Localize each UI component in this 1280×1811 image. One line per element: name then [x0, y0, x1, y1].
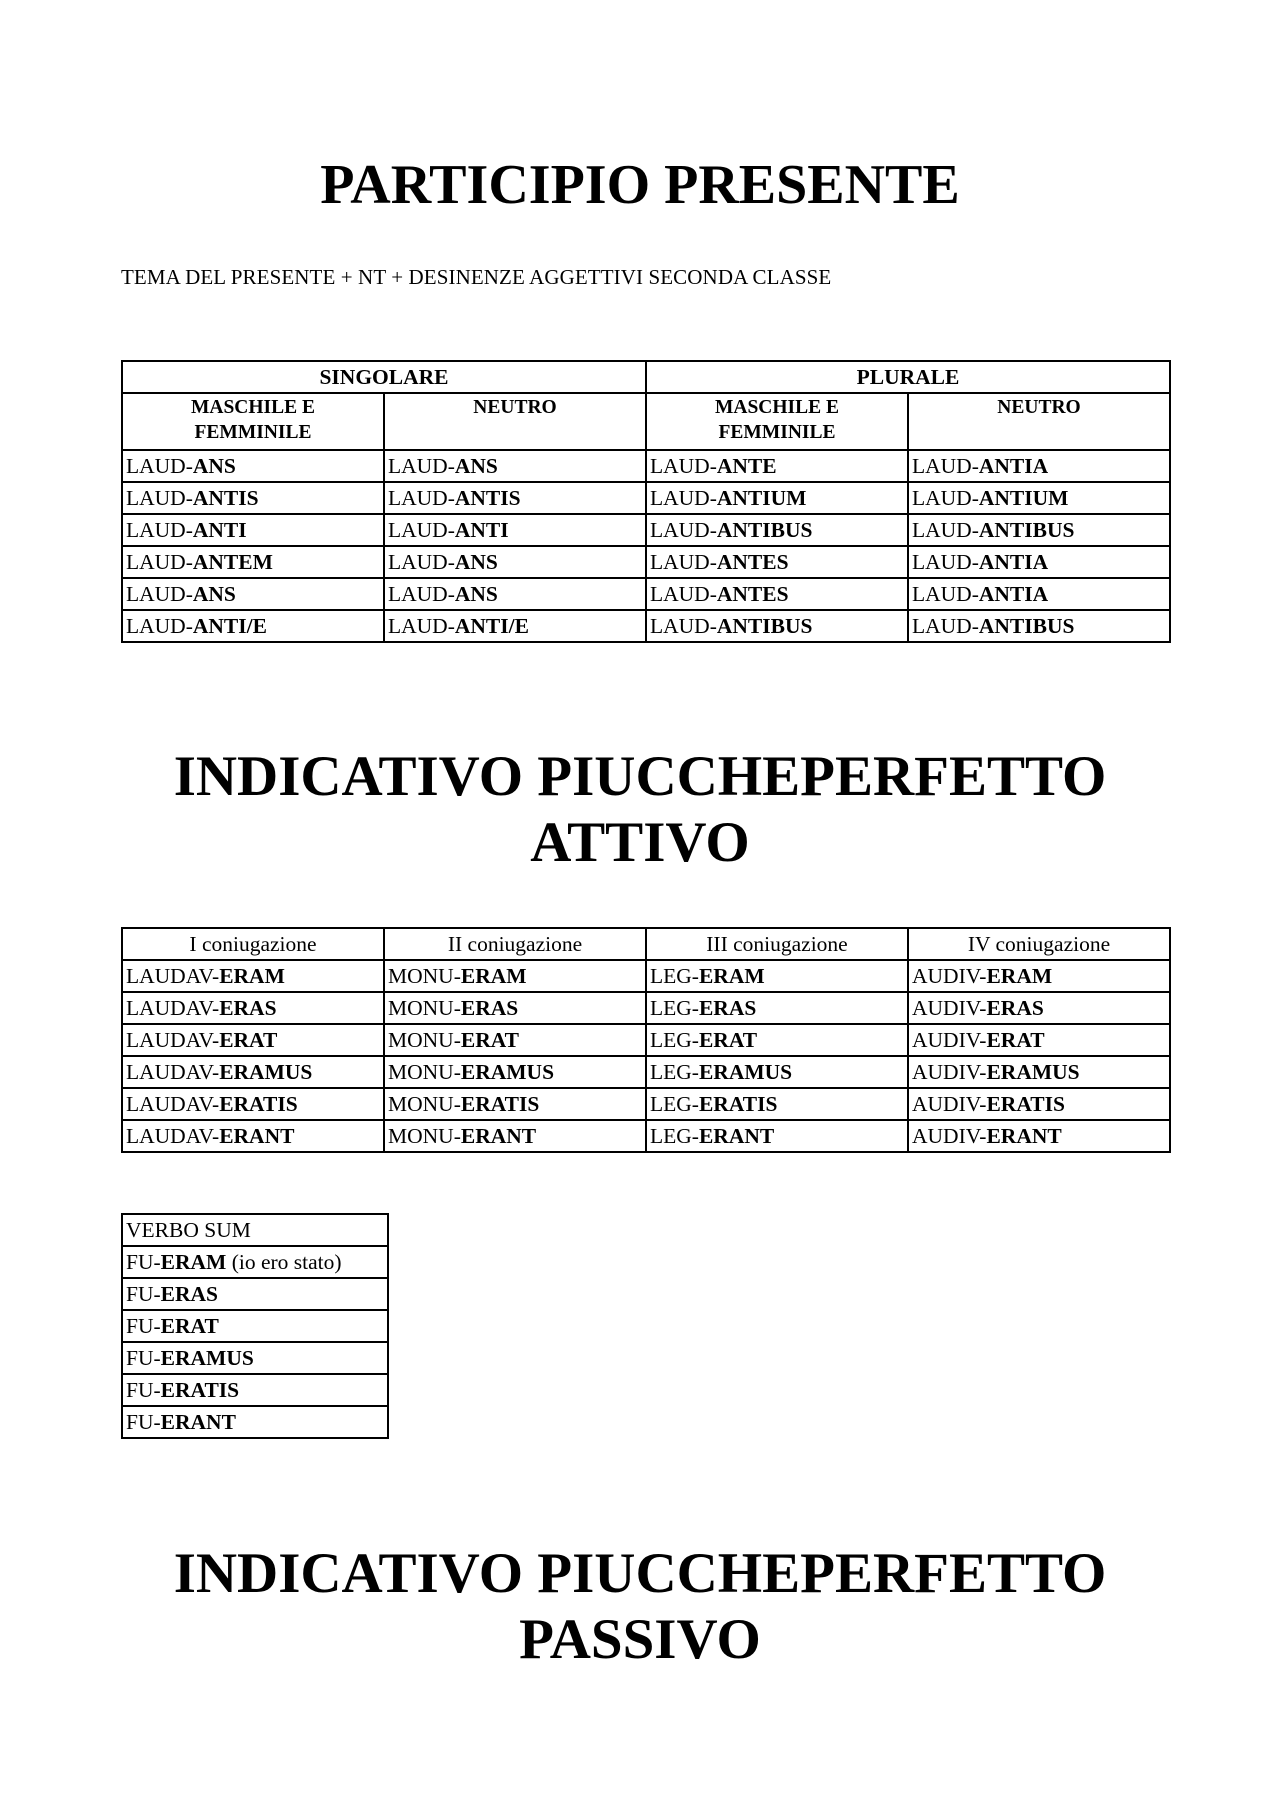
- table-cell: MONU-ERAT: [384, 1024, 646, 1056]
- table-cell: MONU-ERAM: [384, 960, 646, 992]
- table-cell: LAUD-ANTIS: [122, 482, 384, 514]
- table-cell: LEG-ERANT: [646, 1120, 908, 1152]
- table-cell: LAUD-ANS: [122, 450, 384, 482]
- table-row: [122, 1120, 1170, 1152]
- header-iv-coniugazione: IV coniugazione: [908, 928, 1170, 960]
- table-row: [122, 960, 1170, 992]
- table-cell: LEG-ERAM: [646, 960, 908, 992]
- table-row: [122, 1374, 388, 1406]
- table-cell: LAUD-ANTIBUS: [646, 610, 908, 642]
- header-verbo-sum: VERBO SUM: [122, 1214, 388, 1246]
- formula-text: TEMA DEL PRESENTE + NT + DESINENZE AGGETTIVI SECONDA CLASSE: [121, 265, 832, 289]
- subheader-neutro-sing: NEUTRO: [384, 393, 646, 450]
- table-cell: LAUD-ANS: [384, 578, 646, 610]
- table-cell: LAUDAV-ERAMUS: [122, 1056, 384, 1088]
- table-cell: LAUD-ANS: [122, 578, 384, 610]
- table-cell: AUDIV-ERAT: [908, 1024, 1170, 1056]
- table-cell: FU-ERAT: [122, 1310, 388, 1342]
- table-cell: MONU-ERATIS: [384, 1088, 646, 1120]
- table-row: [122, 992, 1170, 1024]
- subheader-neutro-plur: NEUTRO: [908, 393, 1170, 450]
- table-cell: LAUD-ANTEM: [122, 546, 384, 578]
- subheader-maschile-femminile-plur: MASCHILE E FEMMINILE: [646, 393, 908, 450]
- table-cell: LAUD-ANS: [384, 450, 646, 482]
- table-row: [122, 450, 1170, 482]
- table-cell: LAUD-ANTES: [646, 578, 908, 610]
- title-participio-presente: PARTICIPIO PRESENTE: [320, 154, 960, 216]
- subheader-maschile-femminile-sing: MASCHILE E FEMMINILE: [122, 393, 384, 450]
- table-cell: FU-ERATIS: [122, 1374, 388, 1406]
- table-cell: AUDIV-ERANT: [908, 1120, 1170, 1152]
- header-ii-coniugazione: II coniugazione: [384, 928, 646, 960]
- table-row: [122, 546, 1170, 578]
- table-cell: LAUDAV-ERANT: [122, 1120, 384, 1152]
- table-header-row: [122, 928, 1170, 960]
- table-cell: LAUDAV-ERAT: [122, 1024, 384, 1056]
- table-cell: AUDIV-ERAS: [908, 992, 1170, 1024]
- table-cell: LEG-ERAT: [646, 1024, 908, 1056]
- table-row: [122, 1024, 1170, 1056]
- header-singolare: SINGOLARE: [122, 361, 646, 393]
- table-cell: LAUD-ANTIA: [908, 450, 1170, 482]
- table-cell: LAUD-ANTIA: [908, 578, 1170, 610]
- table-cell: LAUD-ANTE: [646, 450, 908, 482]
- table-cell: MONU-ERANT: [384, 1120, 646, 1152]
- table-cell: AUDIV-ERATIS: [908, 1088, 1170, 1120]
- table-row: [122, 1406, 388, 1438]
- title-piuccheperfetto-attivo: INDICATIVO PIUCCHEPERFETTO ATTIVO: [173, 745, 1107, 874]
- table-cell: FU-ERAMUS: [122, 1342, 388, 1374]
- table-cell: MONU-ERAS: [384, 992, 646, 1024]
- table-row: [122, 482, 1170, 514]
- header-plurale: PLURALE: [646, 361, 1170, 393]
- table-cell: FU-ERAM (io ero stato): [122, 1246, 388, 1278]
- table-row: [122, 1056, 1170, 1088]
- table-cell: LAUD-ANTI/E: [384, 610, 646, 642]
- attivo-table: [121, 927, 1171, 1153]
- table-cell: LAUD-ANTI: [122, 514, 384, 546]
- table-row: [122, 1310, 388, 1342]
- participio-table: [121, 360, 1171, 643]
- table-cell: LEG-ERAS: [646, 992, 908, 1024]
- table-row: [122, 1088, 1170, 1120]
- table-row: [122, 578, 1170, 610]
- table-row: [122, 1342, 388, 1374]
- table-cell: LAUD-ANTIUM: [908, 482, 1170, 514]
- table-cell: FU-ERANT: [122, 1406, 388, 1438]
- table-cell: LEG-ERATIS: [646, 1088, 908, 1120]
- table-cell: LAUD-ANS: [384, 546, 646, 578]
- table-cell: LAUD-ANTES: [646, 546, 908, 578]
- table-cell: LAUD-ANTIUM: [646, 482, 908, 514]
- table-row: [122, 1246, 388, 1278]
- table-cell: LAUD-ANTIBUS: [908, 514, 1170, 546]
- verbo-sum-table: [121, 1213, 389, 1439]
- table-row: [122, 610, 1170, 642]
- table-cell: LAUD-ANTIBUS: [908, 610, 1170, 642]
- title-piuccheperfetto-passivo: INDICATIVO PIUCCHEPERFETTO PASSIVO: [173, 1542, 1107, 1671]
- table-cell: LAUD-ANTI/E: [122, 610, 384, 642]
- header-i-coniugazione: I coniugazione: [122, 928, 384, 960]
- table-cell: MONU-ERAMUS: [384, 1056, 646, 1088]
- table-row: [122, 514, 1170, 546]
- table-cell: LAUD-ANTIA: [908, 546, 1170, 578]
- table-cell: LAUD-ANTIS: [384, 482, 646, 514]
- table-cell: AUDIV-ERAM: [908, 960, 1170, 992]
- table-cell: LAUDAV-ERAM: [122, 960, 384, 992]
- table-cell: FU-ERAS: [122, 1278, 388, 1310]
- table-header-row: [122, 1214, 388, 1246]
- table-cell: LEG-ERAMUS: [646, 1056, 908, 1088]
- table-cell: LAUD-ANTI: [384, 514, 646, 546]
- table-cell: LAUD-ANTIBUS: [646, 514, 908, 546]
- table-cell: AUDIV-ERAMUS: [908, 1056, 1170, 1088]
- table-cell: LAUDAV-ERAS: [122, 992, 384, 1024]
- table-row: [122, 1278, 388, 1310]
- table-cell: LAUDAV-ERATIS: [122, 1088, 384, 1120]
- header-iii-coniugazione: III coniugazione: [646, 928, 908, 960]
